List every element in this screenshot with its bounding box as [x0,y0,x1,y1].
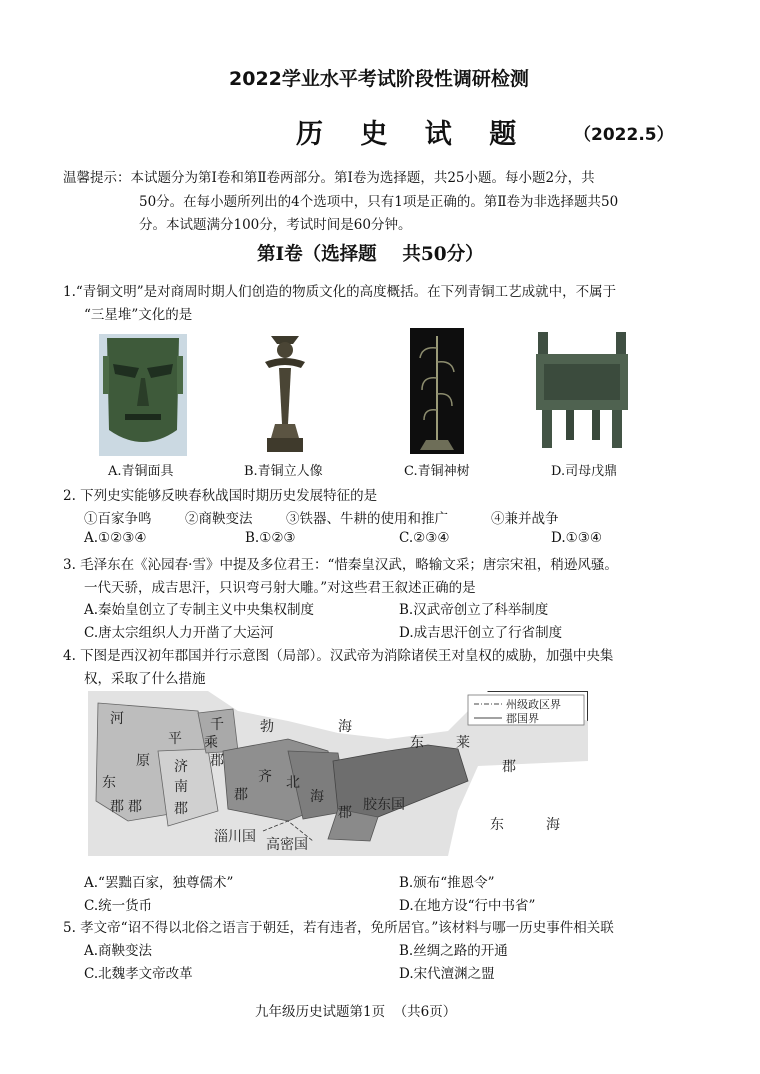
map-label-bo: 勃 [260,719,274,735]
q4-option-d[interactable]: D.在地方设“行中书省” [399,898,536,914]
q5-option-b[interactable]: B.丝绸之路的开通 [399,943,508,959]
q2-stem: 2. 下列史实能够反映春秋战国时期历史发展特征的是 [63,488,378,504]
bronze-sacred-tree-image [410,328,464,454]
q3-option-c[interactable]: C.唐太宗组织人力开凿了大运河 [84,625,274,641]
bronze-standing-figure-image [257,328,313,458]
simuwu-ding-image [530,330,634,452]
q2-option-c[interactable]: C.②③④ [399,530,450,546]
map-label-yuan: 原 [136,753,150,769]
q2-item-3: ③铁器、牛耕的使用和推广 [286,511,448,527]
q2-option-a[interactable]: A.①②③④ [84,530,147,546]
map-label-dong: 东 [102,775,116,791]
map-label-ping: 平 [168,731,182,747]
map-label-qi: 齐 [258,769,272,785]
q3-option-a[interactable]: A.秦始皇创立了专制主义中央集权制度 [84,602,315,618]
q2-item-2: ②商鞅变法 [185,511,253,527]
map-label-jun-left: 郡 [110,799,124,815]
q1-stem-line-1: 1.“青铜文明”是对商周时期人们创造的物质文化的高度概括。在下列青铜工艺成就中，不属于 [63,284,617,300]
q2-option-d[interactable]: D.①③④ [551,530,602,546]
q1-stem-line-2: “三星堆”文化的是 [84,307,193,323]
map-label-jun4: 郡 [234,787,248,803]
q2-item-4: ④兼并战争 [491,511,559,527]
q4-option-b[interactable]: B.颁布“推恩令” [399,875,495,891]
q5-option-c[interactable]: C.北魏孝文帝改革 [84,966,193,982]
q4-option-c[interactable]: C.统一货币 [84,898,153,914]
map-label-jun6: 郡 [502,759,516,775]
q5-option-a[interactable]: A.商鞅变法 [84,943,153,959]
map-label-jun2: 郡 [174,801,188,817]
western-han-map [88,691,588,856]
exam-date: （2022.5） [574,125,674,145]
map-label-he: 河 [110,711,124,727]
map-label-jun5: 郡 [338,805,352,821]
q3-option-b[interactable]: B.汉武帝创立了科举制度 [399,602,549,618]
map-label-dong3: 东 [490,817,504,833]
map-label-sea2: 海 [546,817,560,833]
map-label-lai: 莱 [456,735,470,751]
map-legend-province: 州级政区界 [506,698,561,711]
q4-stem-line-1: 4. 下图是西汉初年郡国并行示意图（局部）。汉武帝为消除诸侯王对皇权的威胁，加强中央集 [63,648,614,664]
q5-option-d[interactable]: D.宋代澶渊之盟 [399,966,495,982]
q3-stem-line-1: 3. 毛泽东在《沁园春·雪》中提及多位君王：“惜秦皇汉武，略输文采；唐宗宋祖，稍逊风骚。 [63,557,618,573]
q3-stem-line-2: 一代天骄，成吉思汗，只识弯弓射大雕。”对这些君王叙述正确的是 [84,580,476,596]
map-label-nan: 南 [174,779,188,795]
notice-line-2: 50分。在每小题所列出的4个选项中，只有1项是正确的。第Ⅱ卷为非选择题共50 [139,194,619,210]
map-label-jun1: 郡 [128,799,142,815]
q1-option-a[interactable]: A.青铜面具 [108,464,174,479]
q3-option-d[interactable]: D.成吉思汗创立了行省制度 [399,625,563,641]
map-label-qian: 千 [210,717,224,733]
notice-line-3: 分。本试题满分100分，考试时间是60分钟。 [139,217,412,233]
map-label-sea1: 海 [338,719,352,735]
exam-title: 历 史 试 题 [296,119,531,150]
map-legend-commandery: 郡国界 [506,712,539,725]
q4-stem-line-2: 权，采取了什么措施 [84,671,206,687]
bronze-mask-image [99,334,187,456]
page-footer: 九年级历史试题第1页 （共6页） [255,1004,457,1020]
map-label-jiaodong: 胶东国 [363,797,405,813]
map-label-bei: 北 [286,775,300,791]
q1-option-c[interactable]: C.青铜神树 [404,464,470,479]
q2-option-b[interactable]: B.①②③ [245,530,296,546]
map-label-gaomi: 高密国 [266,837,308,853]
part1-title: 第Ⅰ卷（选择题 共50分） [257,244,484,265]
exam-subtitle: 2022学业水平考试阶段性调研检测 [229,68,529,90]
notice-line-1: 温馨提示：本试题分为第Ⅰ卷和第Ⅱ卷两部分。第Ⅰ卷为选择题，共25小题。每小题2分，共 [63,170,595,186]
map-label-ji: 济 [174,759,188,775]
q1-option-b[interactable]: B.青铜立人像 [244,464,323,479]
q5-stem: 5. 孝文帝“诏不得以北俗之语言于朝廷，若有违者，免所居官。”该材料与哪一历史事件相关联 [63,920,614,936]
q1-option-d[interactable]: D.司母戊鼎 [551,464,618,479]
map-label-hai: 海 [310,789,324,805]
map-label-jun3: 郡 [210,753,224,769]
q2-item-1: ①百家争鸣 [84,511,152,527]
map-label-cheng: 乘 [204,735,218,751]
map-label-dong2: 东 [410,735,424,751]
map-label-zichuan: 淄川国 [214,829,256,845]
q4-option-a[interactable]: A.“罢黜百家，独尊儒术” [84,875,234,891]
